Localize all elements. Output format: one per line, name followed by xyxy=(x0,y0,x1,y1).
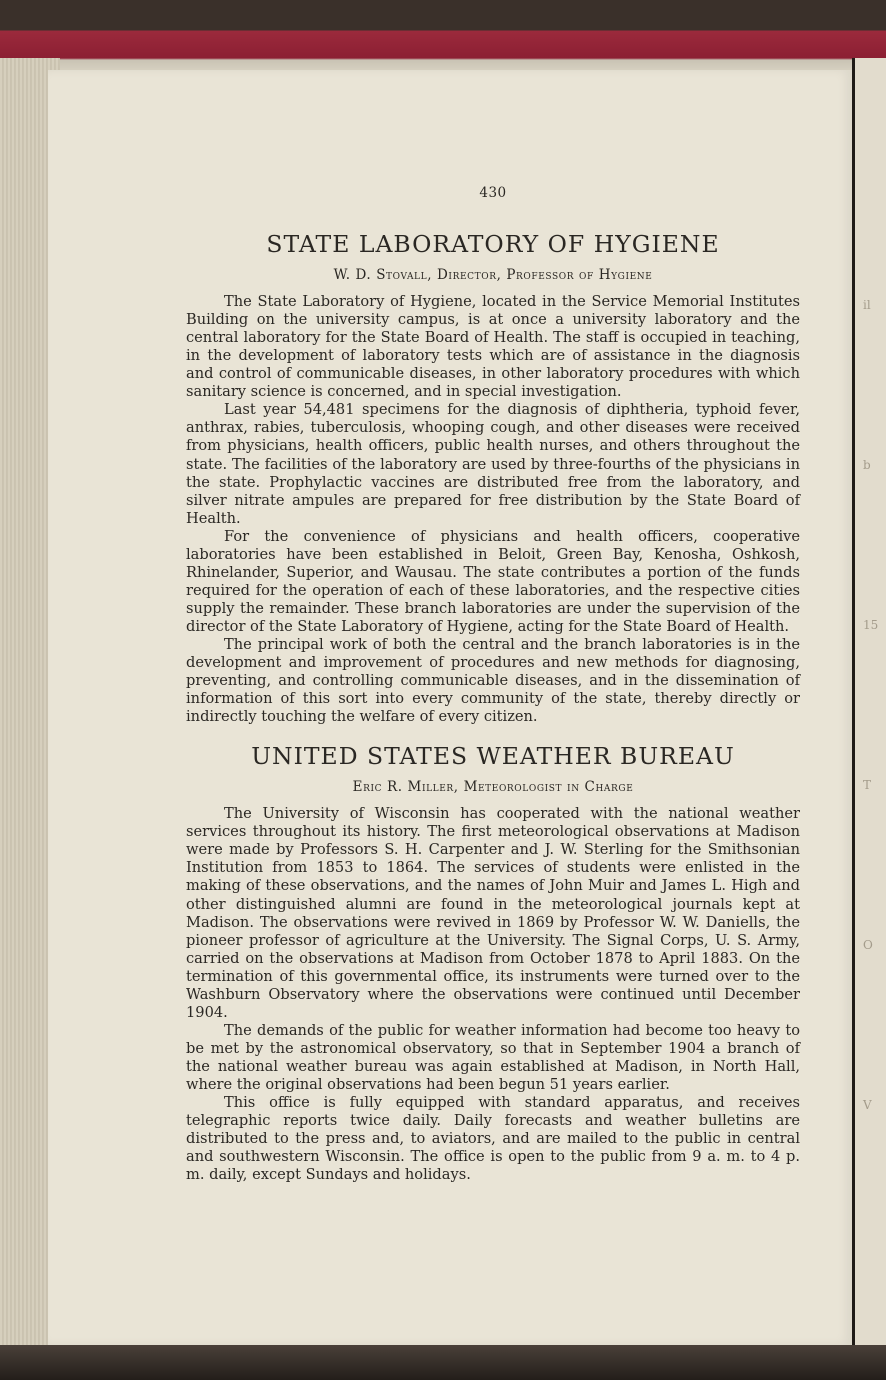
section-weather-bureau xyxy=(186,742,800,1184)
facing-page-edge xyxy=(852,58,886,1380)
section-state-laboratory xyxy=(186,230,800,726)
facing-page-fragment: il xyxy=(863,298,871,312)
paragraph: For the convenience of physicians and health officers, cooperative laboratories have been established in Beloit, Green Bay, Kenosha, Oshkosh, Rhinelander, Superior, and Wausau. The state contributes a portion of the funds required for the operation of each of these laboratories, and the respective cities supply the remainder. These branch laboratories are under the supervision of the director of the State Laboratory of Hygiene, acting for the State Board of Health. xyxy=(186,527,800,635)
facing-page-fragment: 15 xyxy=(863,618,879,632)
section-byline: W. D. Stovall, Director, Professor of Hygiene xyxy=(333,267,653,284)
paragraph: The principal work of both the central and the branch laboratories is in the development and improvement of procedures and new methods for diagnosing, preventing, and controlling communicable diseases, and in the dissemination of information of this sort into every community of the state, thereby directly or indirectly touching the welfare of every citizen. xyxy=(186,635,800,726)
paragraph: The University of Wisconsin has cooperated with the national weather services throughout its history. The first meteorological observations at Madison were made by Professors S. H. Carpenter and J. W. Sterling for the Smithsonian Institution from 1853 to 1864. The services of students were enlisted in the making of these observations, and the names of John Muir and James L. High and other distinguished alumni are found in the meteorological journals kept at Madison. The observations were revived in 1869 by Professor W. W. Daniells, the pioneer professor of agriculture at the University. The Signal Corps, U. S. Army, carried on the observations at Madison from October 1878 to April 1883. On the termination of this governmental office, its instruments were turned over to the Washburn Observatory where the observations were continued until December 1904. xyxy=(186,805,800,1021)
facing-page-fragment: T xyxy=(863,778,872,792)
book-bottom-edge xyxy=(0,1345,886,1380)
facing-page-fragment: O xyxy=(863,938,873,952)
page-number: 430 xyxy=(479,185,507,201)
paragraph: This office is fully equipped with standard apparatus, and receives telegraphic reports twice daily. Daily forecasts and weather bulletins are distributed to the press and, to aviators, and are mailed to the public in central and southwestern Wisconsin. The office is open to the public from 9 a. m. to 4 p. m. daily, except Sundays and holidays. xyxy=(186,1094,800,1184)
paragraph: The demands of the public for weather information had become too heavy to be met by the astronomical observatory, so that in September 1904 a branch of the national weather bureau was again established at Madison, in North Hall, where the original observations had been begun 51 years earlier. xyxy=(186,1021,800,1093)
section-title: UNITED STATES WEATHER BUREAU xyxy=(251,742,735,771)
facing-page-fragment: V xyxy=(863,1098,872,1112)
page-content xyxy=(186,184,800,1184)
section-byline: Eric R. Miller, Meteorologist in Charge xyxy=(352,779,634,796)
facing-page-fragment: b xyxy=(863,458,871,472)
paragraph: The State Laboratory of Hygiene, located in the Service Memorial Institutes Building on the university campus, is at once a university laboratory and the central laboratory for the State Board of Health. The staff is occupied in teaching, in the development of laboratory tests which are of assistance in the diagnosis and control of communicable diseases, in other laboratory procedures with which sanitary science is concerned, and in special investigation. xyxy=(186,293,800,401)
paragraph: Last year 54,481 specimens for the diagnosis of diphtheria, typhoid fever, anthrax, rabies, tuberculosis, whooping cough, and other diseases were received from physicians, health officers, public health nurses, and others throughout the state. The facilities of the laboratory are used by three-fourths of the physicians in the state. Prophylactic vaccines are distributed free from the laboratory, and silver nitrate ampules are prepared for free distribution by the State Board of Health. xyxy=(186,401,800,527)
section-title: STATE LABORATORY OF HYGIENE xyxy=(266,230,720,259)
book-top-edge xyxy=(0,0,886,72)
